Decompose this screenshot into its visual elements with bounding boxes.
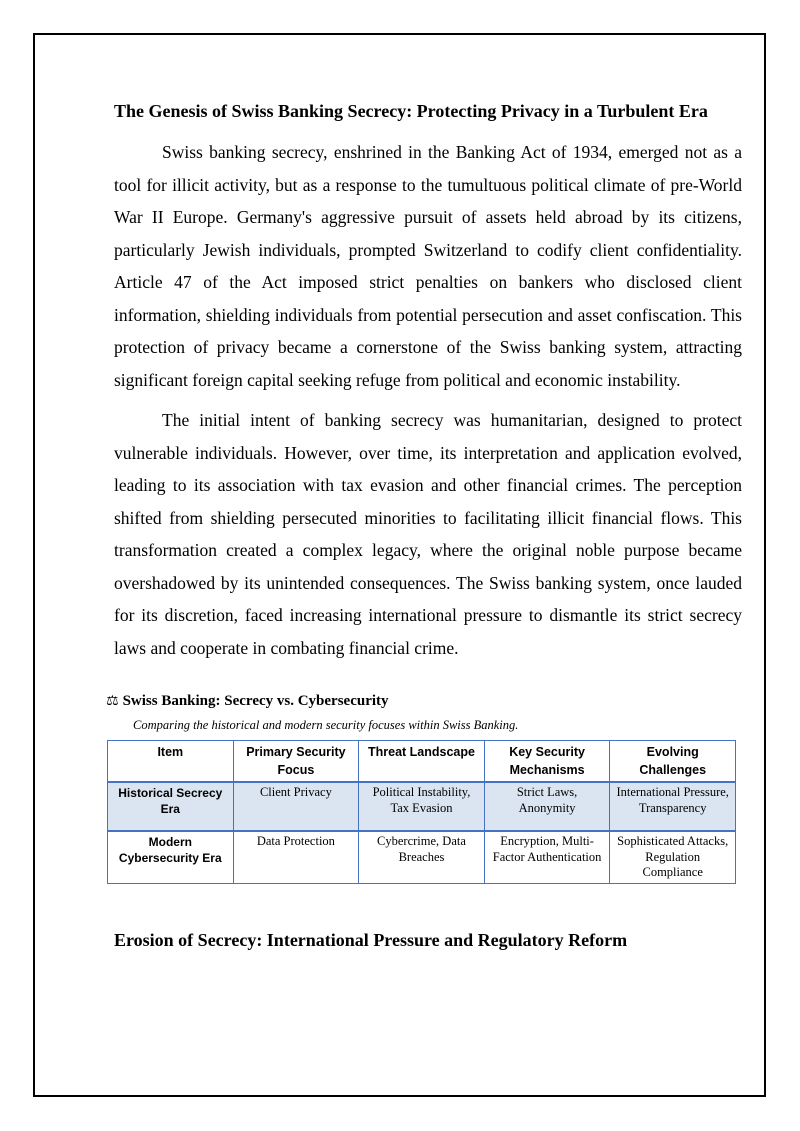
- comparison-table-block: [106, 690, 742, 884]
- table-header-item: Item: [108, 741, 234, 783]
- paragraph-1: Swiss banking secrecy, enshrined in the Banking Act of 1934, emerged not as a tool for illicit activity, but as a response to the tumultuous political climate of pre-World War II Europe. Germany's aggressive pursuit of assets held abroad by its citizens, particularly Jewish individuals, prompted Switzerland to codify client confidentiality. Article 47 of the Act imposed strict penalties on bankers who disclosed client information, shielding individuals from potential persecution and asset confiscation. This protection of privacy became a cornerstone of the Swiss banking system, attracting significant foreign capital seeking refuge from political and economic instability.: [114, 142, 742, 390]
- table-cell: Data Protection: [233, 831, 359, 883]
- table-header-threat-landscape: Threat Landscape: [359, 741, 485, 783]
- table-header-key-mechanisms: Key Security Mechanisms: [484, 741, 610, 783]
- scale-icon: ⚖: [106, 693, 119, 709]
- document-body: [106, 98, 742, 965]
- table-cell: International Pressure, Transparency: [610, 782, 736, 831]
- table-row: [108, 782, 736, 831]
- table-row-head: Historical Secrecy Era: [108, 782, 234, 831]
- table-header-primary-focus: Primary Security Focus: [233, 741, 359, 783]
- table-title: [106, 690, 742, 712]
- table-cell: Strict Laws, Anonymity: [484, 782, 610, 831]
- comparison-table: [107, 740, 736, 884]
- table-header-row: [108, 741, 736, 783]
- table-caption: Comparing the historical and modern security focuses within Swiss Banking.: [133, 718, 519, 732]
- table-cell: Political Instability, Tax Evasion: [359, 782, 485, 831]
- section-heading-erosion: Erosion of Secrecy: International Pressure and Regulatory Reform: [114, 929, 628, 950]
- table-row: [108, 831, 736, 883]
- table-cell: Cybercrime, Data Breaches: [359, 831, 485, 883]
- paragraph-2: The initial intent of banking secrecy was humanitarian, designed to protect vulnerable individuals. However, over time, its interpretation and application evolved, leading to its association with tax evasion and other financial crimes. The perception shifted from shielding persecuted minorities to facilitating illicit financial flows. This transformation created a complex legacy, where the original noble purpose became overshadowed by its unintended consequences. The Swiss banking system, once lauded for its discretion, faced increasing international pressure to dismantle its strict secrecy laws and cooperate in combating financial crime.: [114, 410, 742, 658]
- table-cell: Client Privacy: [233, 782, 359, 831]
- table-cell: Encryption, Multi-Factor Authentication: [484, 831, 610, 883]
- table-row-head: Modern Cybersecurity Era: [108, 831, 234, 883]
- table-cell: Sophisticated Attacks, Regulation Compliance: [610, 831, 736, 883]
- table-header-evolving-challenges: Evolving Challenges: [610, 741, 736, 783]
- table-title-text: Swiss Banking: Secrecy vs. Cybersecurity: [122, 693, 389, 709]
- section-heading-genesis: The Genesis of Swiss Banking Secrecy: Protecting Privacy in a Turbulent Era: [114, 101, 708, 121]
